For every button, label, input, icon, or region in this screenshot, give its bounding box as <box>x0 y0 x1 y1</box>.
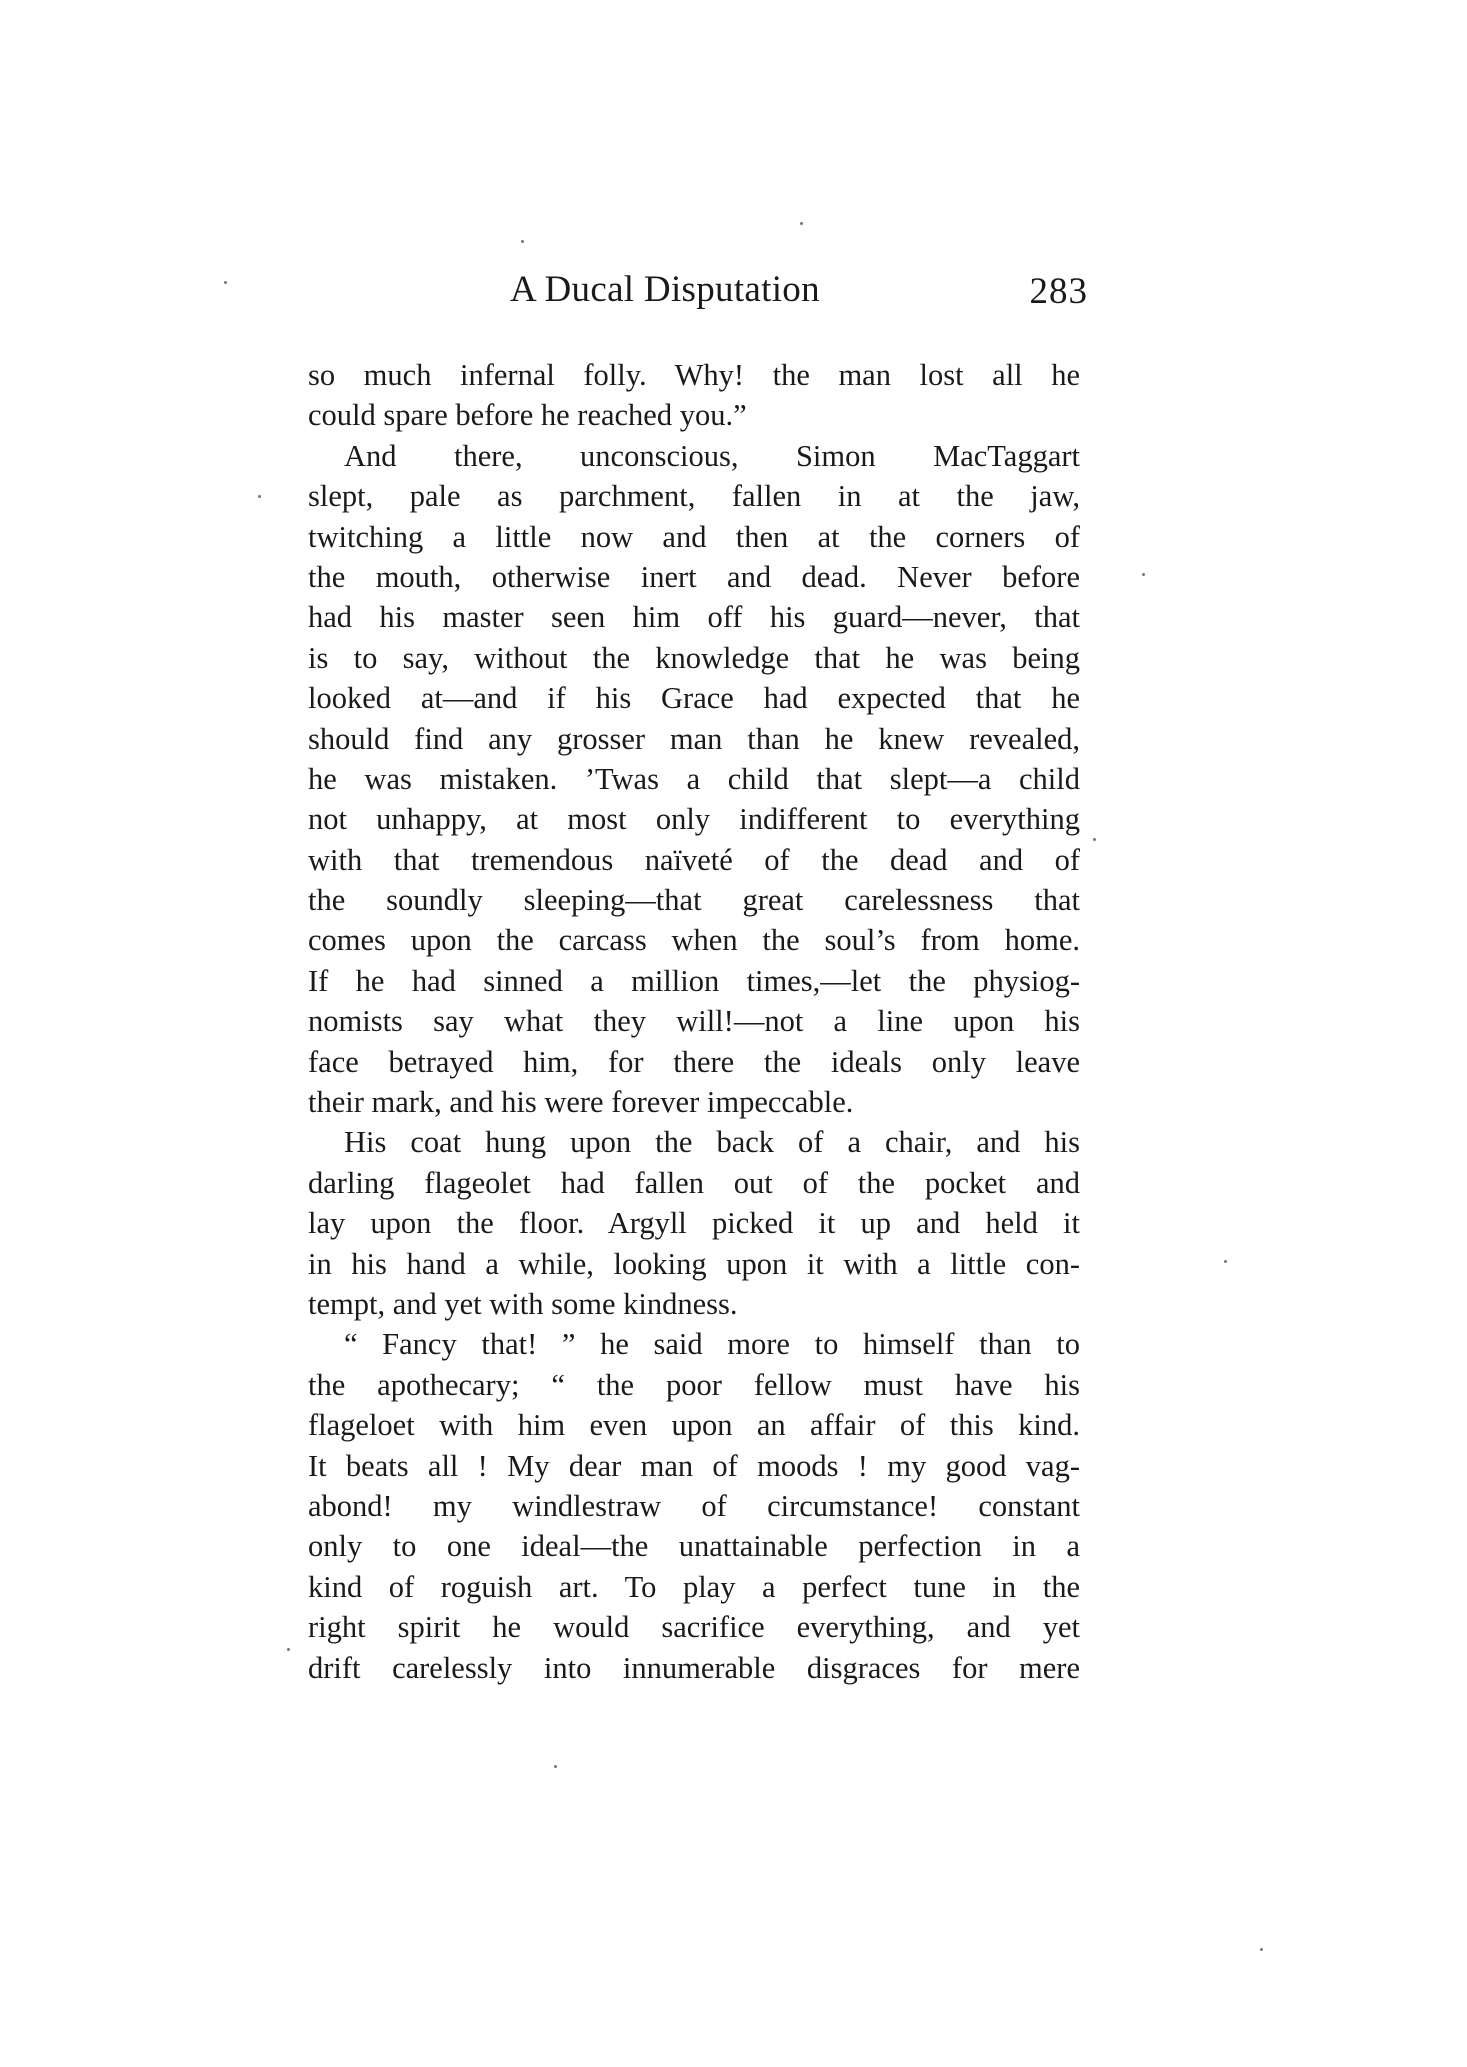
running-head <box>308 268 1088 318</box>
text-line: tempt, and yet with some kindness. <box>308 1286 738 1321</box>
page-number: 283 <box>1029 271 1088 312</box>
paragraph-start-line: His coat hung upon the back of a chair, and his <box>344 1125 1080 1160</box>
scan-speck <box>800 222 803 225</box>
running-title: A Ducal Disputation <box>510 269 820 310</box>
text-line: comes upon the carcass when the soul’s from home. <box>308 923 1080 958</box>
text-line: flageloet with him even upon an affair of this kind. <box>308 1408 1080 1443</box>
scan-speck <box>1224 1260 1227 1263</box>
text-line: had his master seen him off his guard—never, that <box>308 600 1080 635</box>
paragraph-start-line: “ Fancy that! ” he said more to himself than to <box>344 1327 1080 1362</box>
text-line: kind of roguish art. To play a perfect tune in the <box>308 1569 1080 1604</box>
scan-speck <box>1142 573 1145 576</box>
text-line: lay upon the floor. Argyll picked it up and held it <box>308 1206 1080 1241</box>
scan-speck <box>521 240 524 243</box>
scan-speck <box>287 1648 290 1651</box>
scan-speck <box>1260 1948 1263 1951</box>
body-text <box>308 355 1080 1688</box>
text-line: could spare before he reached you.” <box>308 398 747 433</box>
text-line: so much infernal folly. Why! the man lost all he <box>308 358 1080 392</box>
text-line: drift carelessly into innumerable disgraces for mere <box>308 1650 1080 1685</box>
scan-speck <box>554 1765 557 1768</box>
text-line: in his hand a while, looking upon it with a little con- <box>308 1246 1080 1281</box>
text-line: right spirit he would sacrifice everything, and yet <box>308 1610 1080 1645</box>
text-line: the soundly sleeping—that great carelessness that <box>308 883 1080 918</box>
text-line: their mark, and his were forever impeccable. <box>308 1085 854 1120</box>
text-line: only to one ideal—the unattainable perfection in a <box>308 1529 1080 1564</box>
scan-speck <box>224 281 227 284</box>
text-line: not unhappy, at most only indifferent to everything <box>308 802 1080 837</box>
text-line: he was mistaken. ’Twas a child that slept—a child <box>308 761 1080 796</box>
text-line: looked at—and if his Grace had expected that he <box>308 681 1080 716</box>
text-line: twitching a little now and then at the corners of <box>308 519 1080 554</box>
text-line: should find any grosser man than he knew revealed, <box>308 721 1080 756</box>
text-line: abond! my windlestraw of circumstance! constant <box>308 1488 1080 1523</box>
text-line: It beats all ! My dear man of moods ! my good vag- <box>308 1448 1080 1483</box>
text-line: the apothecary; “ the poor fellow must have his <box>308 1367 1080 1402</box>
paragraph-start-line: And there, unconscious, Simon MacTaggart <box>344 438 1080 473</box>
text-line: the mouth, otherwise inert and dead. Never before <box>308 559 1080 594</box>
text-line: If he had sinned a million times,—let the physiog- <box>308 963 1080 998</box>
text-line: slept, pale as parchment, fallen in at the jaw, <box>308 479 1080 514</box>
text-line: is to say, without the knowledge that he was being <box>308 640 1080 675</box>
text-line: darling flageolet had fallen out of the pocket and <box>308 1165 1080 1200</box>
text-line: face betrayed him, for there the ideals only leave <box>308 1044 1080 1079</box>
scan-speck <box>258 495 261 498</box>
text-line: nomists say what they will!—not a line upon his <box>308 1004 1080 1039</box>
scan-speck <box>1093 838 1096 841</box>
text-line: with that tremendous naïveté of the dead and of <box>308 842 1080 877</box>
